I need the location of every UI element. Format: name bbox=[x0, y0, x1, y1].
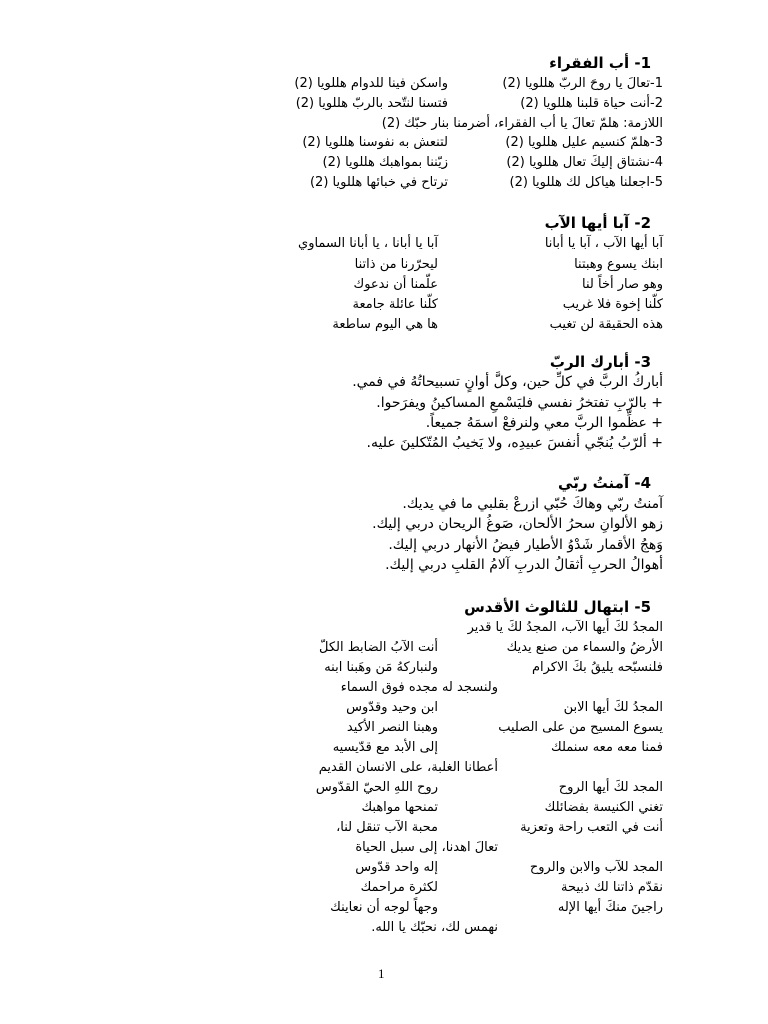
section-2-title: 2- آبا أيها الآب bbox=[544, 214, 651, 232]
line-col-right: 1-تعالَ يا روحَ الربّ هللويا (2) bbox=[502, 76, 663, 91]
line-col-left: زيّننا بمواهبك هللويا (2) bbox=[322, 155, 448, 170]
line-col-left: إله واحد قدّوس bbox=[355, 860, 438, 875]
line-col-left: محبة الآب تنقل لنا، bbox=[336, 820, 438, 835]
line-col-left: آبا يا أبانا ، يا أبانا السماوي bbox=[298, 236, 438, 251]
line-col-left: ابن وحيد وقدّوس bbox=[346, 700, 438, 715]
line-col-right: ابنك يسوع وهبتنا bbox=[574, 257, 663, 272]
line-col-right: فمنا معه معه سنملك bbox=[550, 740, 663, 755]
line-col-left: روح اللهِ الحيّ القدّوس bbox=[315, 780, 438, 795]
section-4-line: آمنتُ ربّي وهاكَ حُبّي ازرعْ بقلبي ما في يديك. bbox=[402, 496, 663, 512]
section-3-line: + ألرّبُ يُنجّي أنفسَ عبيدِه، ولا يَخيبُ المُتّكلينَ عليه. bbox=[366, 435, 663, 451]
line-col-right: نقدّم ذاتنا لك ذبيحة bbox=[561, 880, 663, 895]
line-col-left: لتنعش به نفوسنا هللويا (2) bbox=[302, 135, 448, 150]
line-col-right: المجد للآب والابن والروح bbox=[529, 860, 663, 875]
section-3-title: 3- أبارك الربّ bbox=[549, 353, 651, 371]
line-col-right: آبا أيها الآب ، آبا يا أبانا bbox=[544, 236, 663, 251]
page-number: 1 bbox=[378, 966, 385, 981]
section-3-line: + عظِّموا الربَّ معي ولنرفعْ اسمَهُ جميعاً. bbox=[425, 415, 663, 431]
centered-line: تعالَ اهدنا، إلى سبل الحياة bbox=[355, 840, 498, 855]
section-4-title: 4- آمنتُ ربّي bbox=[558, 474, 651, 492]
line-col-right: اللازمة: هلمّ تعالَ يا أب الفقراء، أضرمنا بنار حبّك (2) bbox=[381, 116, 663, 131]
line-col-left: لكثرة مراحمك bbox=[360, 880, 438, 895]
line-col-right: يسوع المسيح من على الصليب bbox=[498, 720, 663, 735]
line-col-right: تغني الكنيسة بفضائلك bbox=[544, 800, 663, 815]
section-4-line: زهو الألوانِ سحرُ الألحان، صَوغُ الريحان دربي إليك. bbox=[372, 516, 663, 532]
line-col-right: المجد لكَ أيها الروح bbox=[558, 780, 663, 795]
line-col-right: 2-أنت حياة قلبنا هللويا (2) bbox=[520, 96, 663, 111]
line-col-right: الأرضُ والسماء من صنع يديك bbox=[506, 640, 663, 655]
line-col-left: فتسنا لنتّحد بالربّ هللويا (2) bbox=[295, 96, 448, 111]
line-col-left: وهبنا النصر الأكيد bbox=[346, 720, 438, 735]
section-4-line: أهوالُ الحربِ أثقالُ الدربِ آلامُ القلبِ دربي إليك. bbox=[385, 557, 663, 573]
line-col-left: وجهاً لوجه أن نعاينك bbox=[330, 900, 438, 915]
line-col-right: المجدُ لكَ أيها الآب، المجدُ لكَ يا قدير bbox=[467, 620, 663, 635]
section-1-title: 1- أب الفقراء bbox=[549, 54, 651, 72]
centered-line: ولنسجد له مجده فوق السماء bbox=[340, 680, 498, 695]
line-col-right: راجينَ منكَ أيها الإله bbox=[557, 900, 663, 915]
line-col-right: المجدُ لكَ أيها الابن bbox=[563, 700, 663, 715]
section-3-line: + بالرّبِ تفتخرُ نفسي فليَسْمعِ المساكينُ ويفرَحوا. bbox=[376, 395, 663, 411]
line-col-right: أنت في التعب راحة وتعزية bbox=[520, 820, 663, 835]
line-col-left: ولنباركهُ مَن وهَبنا ابنه bbox=[324, 660, 438, 675]
line-col-right: فلنسبّحه يليقُ بكَ الاكرام bbox=[531, 660, 663, 675]
line-col-left: واسكن فينا للدوام هللويا (2) bbox=[294, 76, 448, 91]
line-col-left: ها هي اليوم ساطعة bbox=[332, 317, 438, 332]
centered-line: أعطانا الغلبة، على الانسان القديم bbox=[318, 760, 498, 775]
section-5-title: 5- ابتهال للثالوث الأقدس bbox=[464, 598, 651, 616]
section-3-line: أباركُ الربَّ في كلِّ حين، وكلَّ أوانٍ تسبيحاتُهُ في فمي. bbox=[352, 374, 663, 390]
line-col-left: إلى الأبد مع قدّيسيه bbox=[332, 740, 438, 755]
line-col-right: هذه الحقيقة لن تغيب bbox=[549, 317, 663, 332]
line-col-right: 4-نشتاق إليكَ تعال هللويا (2) bbox=[506, 155, 663, 170]
centered-line: نهمس لك، نحبّك يا الله. bbox=[371, 920, 498, 935]
line-col-left: كلّنا عائلة جامعة bbox=[352, 297, 438, 312]
line-col-right: 3-هلمّ كنسيم عليل هللويا (2) bbox=[505, 135, 663, 150]
line-col-left: ترتاح في خبائها هللويا (2) bbox=[309, 175, 448, 190]
line-col-right: كلّنا إخوة فلا غريب bbox=[562, 297, 663, 312]
line-col-right: وهو صار أخاً لنا bbox=[582, 277, 663, 292]
line-col-right: 5-اجعلنا هياكل لك هللويا (2) bbox=[509, 175, 663, 190]
line-col-left: تمنحها مواهبك bbox=[361, 800, 438, 815]
line-col-left: ليحرّرنا من ذاتنا bbox=[354, 257, 438, 272]
line-col-left: أنت الآبُ الضابط الكلّ bbox=[318, 640, 438, 655]
line-col-left: علّمنا أن ندعوك bbox=[353, 277, 438, 292]
section-4-line: وَهجُ الأقمار شَدْوُ الأطيار فيضُ الأنهار دربي إليك. bbox=[388, 537, 663, 553]
